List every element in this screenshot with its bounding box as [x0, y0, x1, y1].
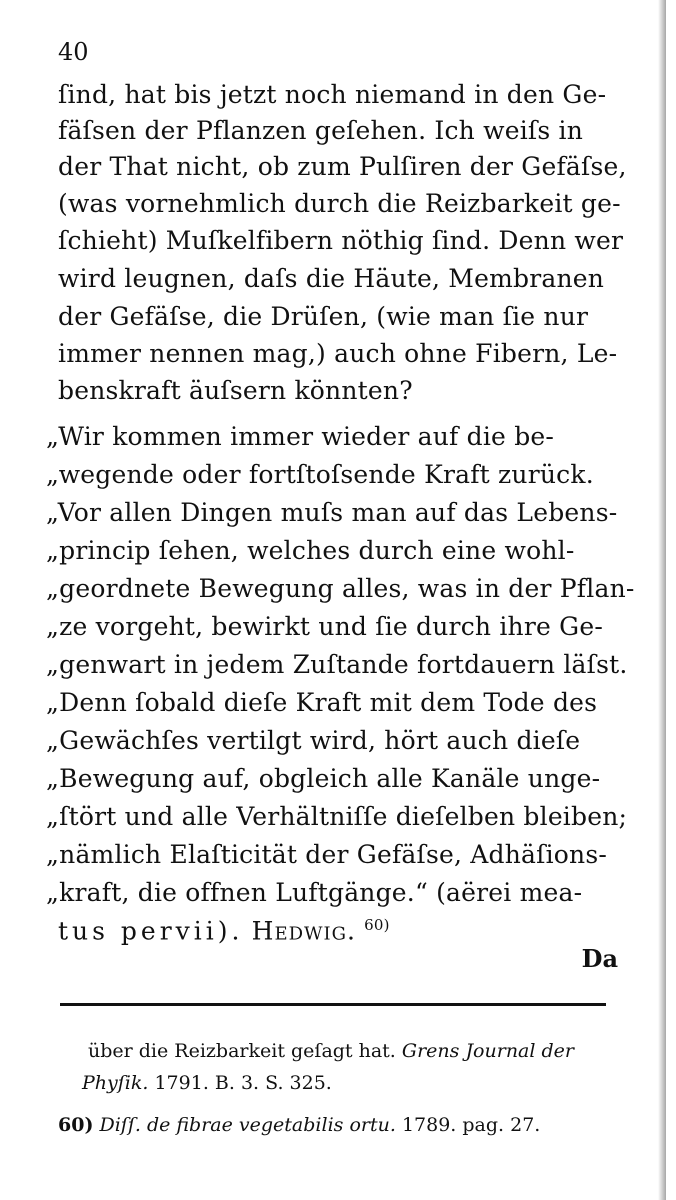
quote-line: „Vor allen Dingen muſs man auf das Lebens-	[46, 498, 618, 527]
quote-line: „geordnete Bewegung alles, was in der Pflan-	[46, 574, 635, 603]
quote-tail: tus pervii).	[58, 916, 244, 946]
footnote-60	[58, 1116, 540, 1135]
catchword: Da	[581, 944, 618, 973]
page-number: 40	[58, 38, 89, 66]
quote-line: „Gewächſes vertilgt wird, hört auch dieſe	[46, 726, 581, 755]
author-name: Hedwig.	[251, 916, 356, 946]
body-line: fäſsen der Pflanzen geſehen. Ich weiſs in	[58, 116, 584, 145]
quote-final-line	[58, 916, 390, 946]
footnote-text: 1791. B. 3. S. 325.	[154, 1072, 332, 1094]
quote-line: „ze vorgeht, bewirkt und ſie durch ihre Ge-	[46, 612, 603, 641]
quote-line: „genwart in jedem Zuſtande fortdauern läſst.	[46, 650, 628, 679]
footnote-citation: Diſſ. de fibrae vegetabilis ortu.	[99, 1114, 396, 1136]
body-line: ſind, hat bis jetzt noch niemand in den Ge-	[58, 80, 607, 109]
body-line: immer nennen mag,) auch ohne Fibern, Le-	[58, 339, 618, 368]
page-edge-shadow	[658, 0, 666, 1200]
quote-line: „princip ſehen, welches durch eine wohl-	[46, 536, 575, 565]
quote-line: „wegende oder fortſtoſsende Kraft zurück.	[46, 460, 594, 489]
body-line: benskraft äuſsern könnten?	[58, 376, 413, 405]
quote-line: „Denn ſobald dieſe Kraft mit dem Tode des	[46, 688, 598, 717]
footnote-reference: 60)	[364, 916, 390, 934]
quote-line: „nämlich Elaſticität der Gefäſse, Adhäſions-	[46, 840, 608, 869]
footnote-rule	[60, 1003, 606, 1006]
footnote-number: 60)	[58, 1114, 94, 1136]
footnote-citation: Phyſik.	[82, 1072, 149, 1094]
quote-line: „Wir kommen immer wieder auf die be-	[46, 422, 555, 451]
quote-line: „kraft, die offnen Luftgänge.“ (aërei mea-	[46, 878, 583, 907]
footnote-line	[82, 1074, 332, 1093]
body-line: ſchieht) Muſkelfibern nöthig ſind. Denn wer	[58, 226, 624, 255]
quote-line: „Bewegung auf, obgleich alle Kanäle unge-	[46, 764, 601, 793]
quote-line: „ſtört und alle Verhältniſſe dieſelben bleiben;	[46, 802, 628, 831]
body-line: der Gefäſse, die Drüſen, (wie man ſie nur	[58, 302, 589, 331]
footnote-citation: Grens Journal der	[401, 1040, 574, 1062]
body-line: (was vornehmlich durch die Reizbarkeit ge-	[58, 189, 621, 218]
footnote-text: über die Reizbarkeit geſagt hat.	[88, 1040, 396, 1062]
body-line: wird leugnen, daſs die Häute, Membranen	[58, 264, 605, 293]
body-line: der That nicht, ob zum Pulſiren der Gefäſse,	[58, 152, 627, 181]
footnote-text: 1789. pag. 27.	[401, 1114, 541, 1136]
footnote-line	[88, 1042, 574, 1061]
